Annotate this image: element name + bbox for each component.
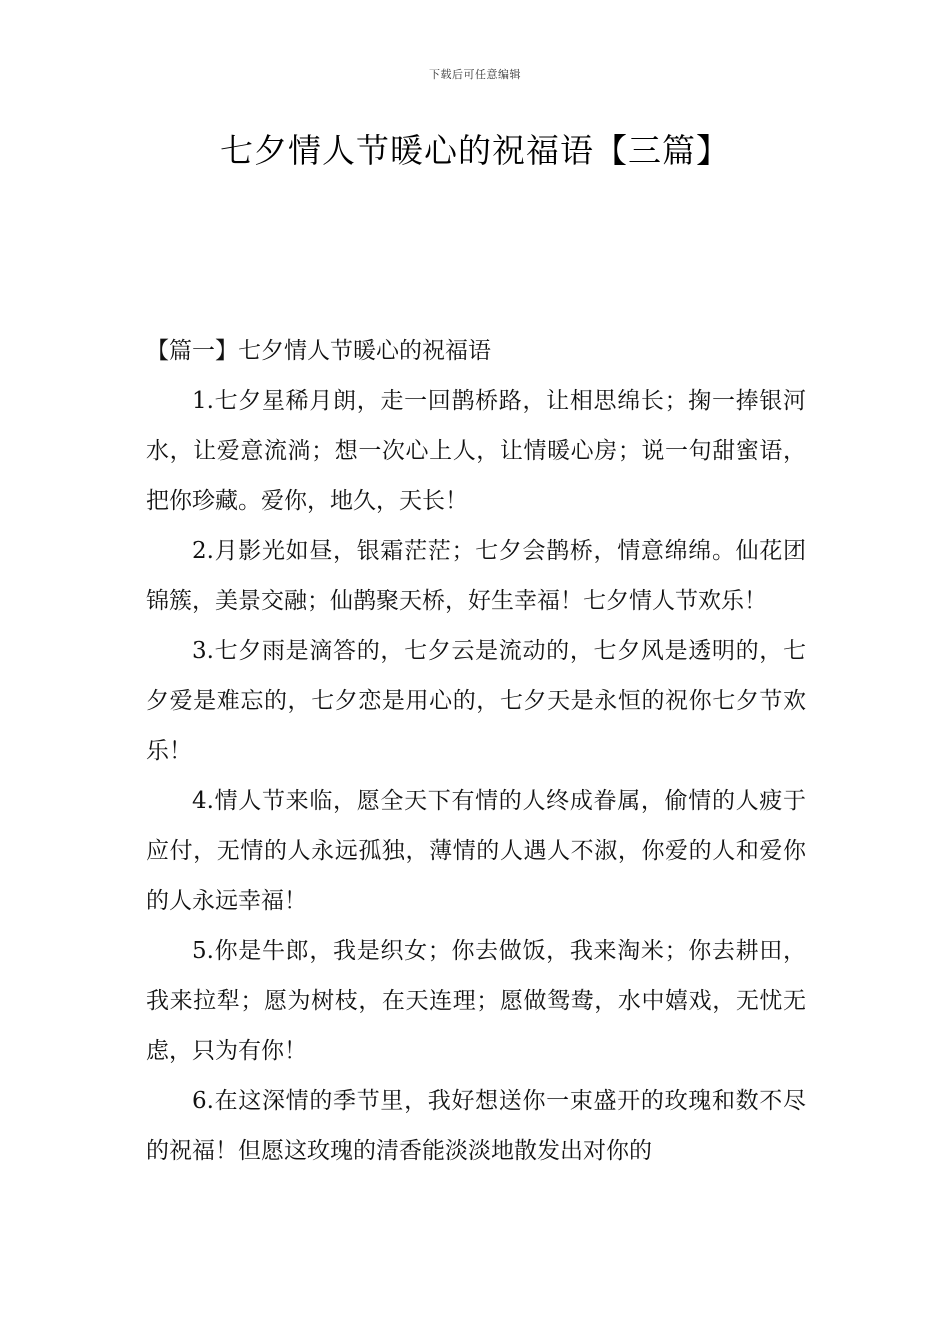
- document-title: 七夕情人节暖心的祝福语【三篇】: [220, 131, 730, 170]
- paragraph: 2.月影光如昼，银霜茫茫；七夕会鹊桥，情意绵绵。仙花团锦簇，美景交融；仙鹊聚天桥，好生幸福！七夕情人节欢乐！: [146, 538, 806, 614]
- section-heading: 【篇一】七夕情人节暖心的祝福语: [146, 338, 491, 364]
- paragraph: 4.情人节来临，愿全天下有情的人终成眷属，偷情的人疲于应付，无情的人永远孤独，薄情的人遇人不淑，你爱的人和爱你的人永远幸福！: [146, 788, 806, 914]
- document-body: [146, 326, 806, 1176]
- paragraph: 5.你是牛郎，我是织女；你去做饭，我来淘米；你去耕田，我来拉犁；愿为树枝，在天连理；愿做鸳鸯，水中嬉戏，无忧无虑，只为有你！: [146, 938, 806, 1064]
- paragraph: 1.七夕星稀月朗，走一回鹊桥路，让相思绵长；掬一捧银河水，让爱意流淌；想一次心上人，让情暖心房；说一句甜蜜语，把你珍藏。爱你，地久，天长！: [146, 388, 806, 514]
- header-note: 下载后可任意编辑: [429, 68, 521, 81]
- paragraph: 3.七夕雨是滴答的，七夕云是流动的，七夕风是透明的，七夕爱是难忘的，七夕恋是用心的，七夕天是永恒的祝你七夕节欢乐！: [146, 638, 806, 764]
- paragraph: 6.在这深情的季节里，我好想送你一束盛开的玫瑰和数不尽的祝福！但愿这玫瑰的清香能淡淡地散发出对你的: [146, 1088, 806, 1164]
